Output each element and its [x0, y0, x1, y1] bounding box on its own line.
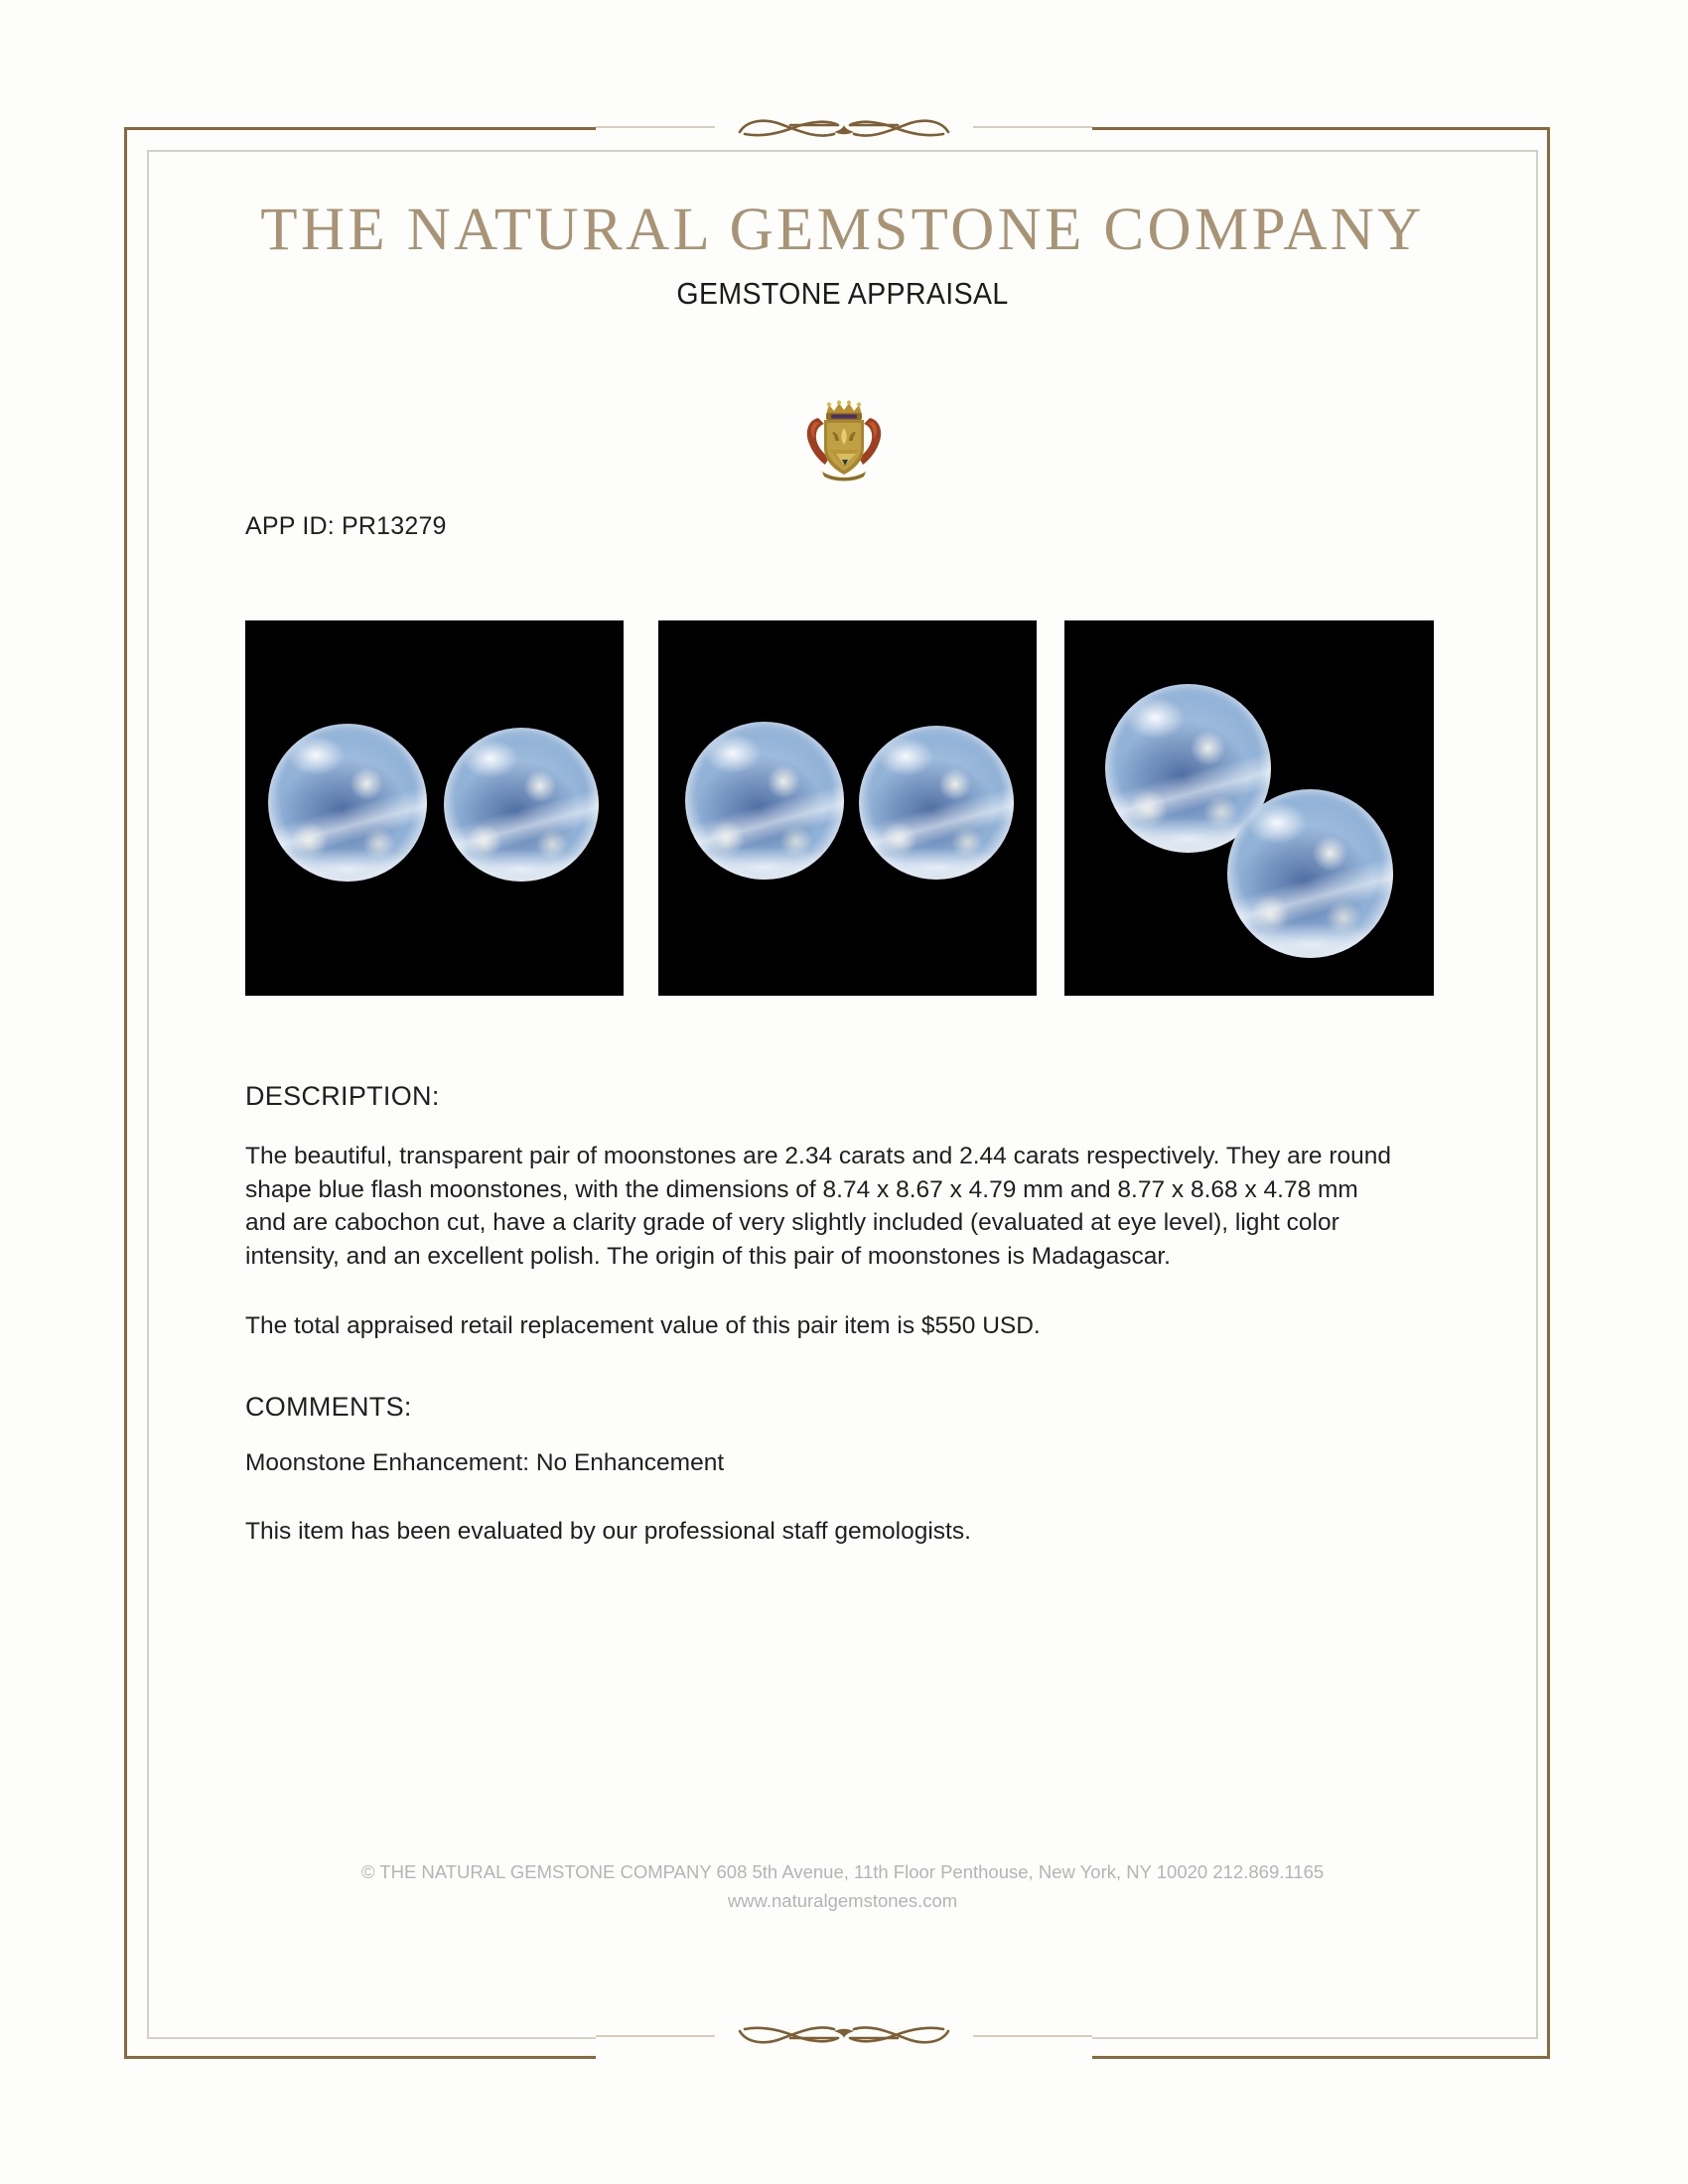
description-heading: DESCRIPTION: [245, 1081, 440, 1111]
page-footer [147, 1858, 1538, 1915]
document-header [147, 199, 1538, 312]
footer-website-line: www.naturalgemstones.com [727, 1889, 958, 1911]
document-subtitle: GEMSTONE APPRAISAL [676, 276, 1009, 312]
comments-heading: COMMENTS: [245, 1392, 412, 1422]
gem-photo-3 [1064, 620, 1434, 996]
company-title: THE NATURAL GEMSTONE COMPANY [260, 197, 1425, 263]
gem-photo-1 [245, 620, 624, 996]
heraldic-crest-icon [798, 392, 890, 483]
footer-address-line: © THE NATURAL GEMSTONE COMPANY 608 5th Avenue, 11th Floor Penthouse, New York, NY 10020 212.869.1165 [360, 1861, 1325, 1882]
gem-photo-2 [658, 620, 1037, 996]
flourish-ornament-icon [596, 104, 1092, 150]
flourish-ornament-icon [596, 2013, 1092, 2059]
app-id-label: APP ID: PR13279 [245, 512, 447, 540]
comment-evaluation: This item has been evaluated by our professional staff gemologists. [245, 1518, 971, 1545]
moonstone-cabochon [685, 722, 844, 880]
bottom-ornament [596, 2013, 1092, 2059]
moonstone-cabochon [268, 724, 427, 882]
moonstone-cabochon [859, 726, 1014, 880]
moonstone-cabochon [444, 728, 599, 882]
description-text: The beautiful, transparent pair of moonstones are 2.34 carats and 2.44 carats respectively. They are round shape blue flash moonstones, with the dimensions of 8.74 x 8.67 x 4.79 mm and 8.77 x 8.68 x 4.78 mm and are cabochon cut, have a clarity grade of very slightly included (evaluated at eye level), light color intensity, and an excellent polish. The origin of this pair of moonstones is Madagascar. [245, 1143, 1391, 1270]
moonstone-cabochon [1227, 789, 1393, 958]
appraised-value-text: The total appraised retail replacement value of this pair item is $550 USD. [245, 1312, 1041, 1339]
top-ornament [596, 104, 1092, 150]
gem-photo-row [245, 620, 1434, 996]
crest-container [0, 392, 1688, 488]
comment-enhancement: Moonstone Enhancement: No Enhancement [245, 1449, 725, 1476]
